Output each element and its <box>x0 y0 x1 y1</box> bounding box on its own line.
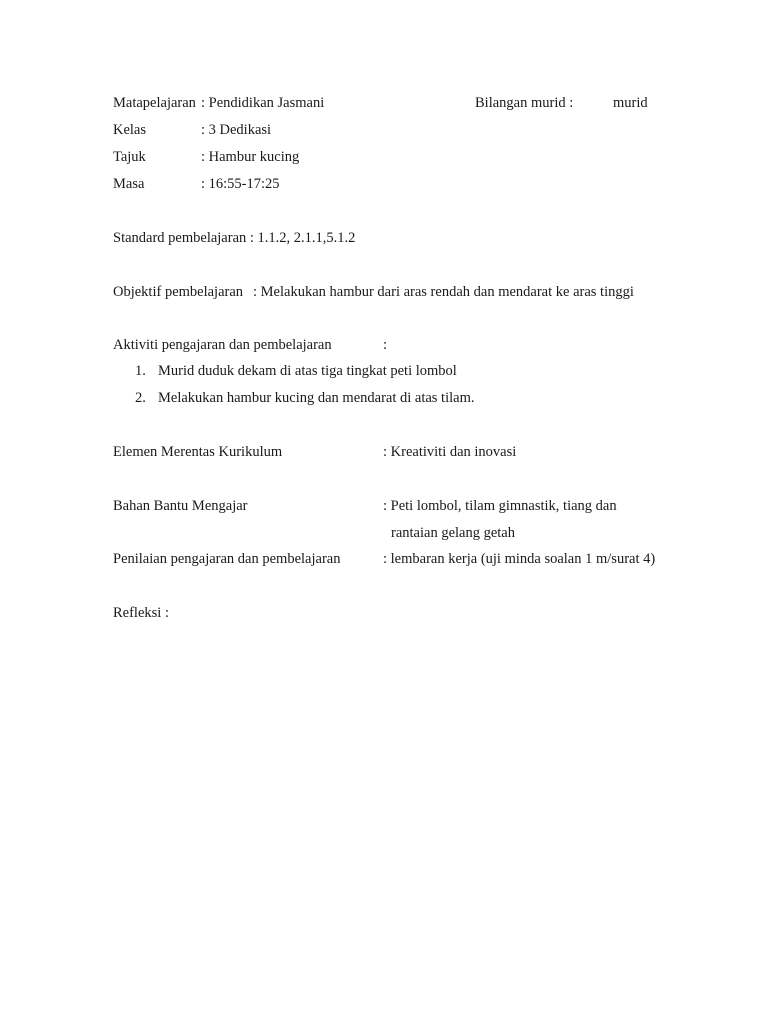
teaching-aids-label: Bahan Bantu Mengajar <box>113 498 248 514</box>
activity-item: Murid duduk dekam di atas tiga tingkat peti lombol <box>158 363 457 379</box>
reflection-label: Refleksi : <box>113 605 169 621</box>
cross-curriculum-label: Elemen Merentas Kurikulum <box>113 444 283 460</box>
teaching-aids-value: : Peti lombol, tilam gimnastik, tiang dan <box>383 498 617 514</box>
subject-label: Matapelajaran <box>113 95 196 111</box>
subject-value: : Pendidikan Jasmani <box>201 95 325 111</box>
cross-curriculum-value: : Kreativiti dan inovasi <box>383 444 517 460</box>
students-label: Bilangan murid : <box>475 95 574 111</box>
objective-value: : Melakukan hambur dari aras rendah dan mendarat ke aras tinggi <box>253 284 634 300</box>
learning-standard: Standard pembelajaran : 1.1.2, 2.1.1,5.1.2 <box>113 230 356 246</box>
title-label: Tajuk <box>113 149 146 165</box>
activity-number: 2. <box>135 390 146 406</box>
assessment-value: : lembaran kerja (uji minda soalan 1 m/surat 4) <box>383 551 656 567</box>
activity-item: Melakukan hambur kucing dan mendarat di atas tilam. <box>158 390 475 406</box>
class-label: Kelas <box>113 122 147 138</box>
time-label: Masa <box>113 176 145 192</box>
class-value: : 3 Dedikasi <box>201 122 272 138</box>
assessment-label: Penilaian pengajaran dan pembelajaran <box>113 551 341 567</box>
students-value: murid <box>613 95 648 111</box>
teaching-aids-value-continued: rantaian gelang getah <box>391 525 515 541</box>
time-value: : 16:55-17:25 <box>201 176 280 192</box>
title-value: : Hambur kucing <box>201 149 300 165</box>
objective-label: Objektif pembelajaran <box>113 284 244 300</box>
activity-number: 1. <box>135 363 146 379</box>
activities-colon: : <box>383 337 388 353</box>
activities-label: Aktiviti pengajaran dan pembelajaran <box>113 337 332 353</box>
